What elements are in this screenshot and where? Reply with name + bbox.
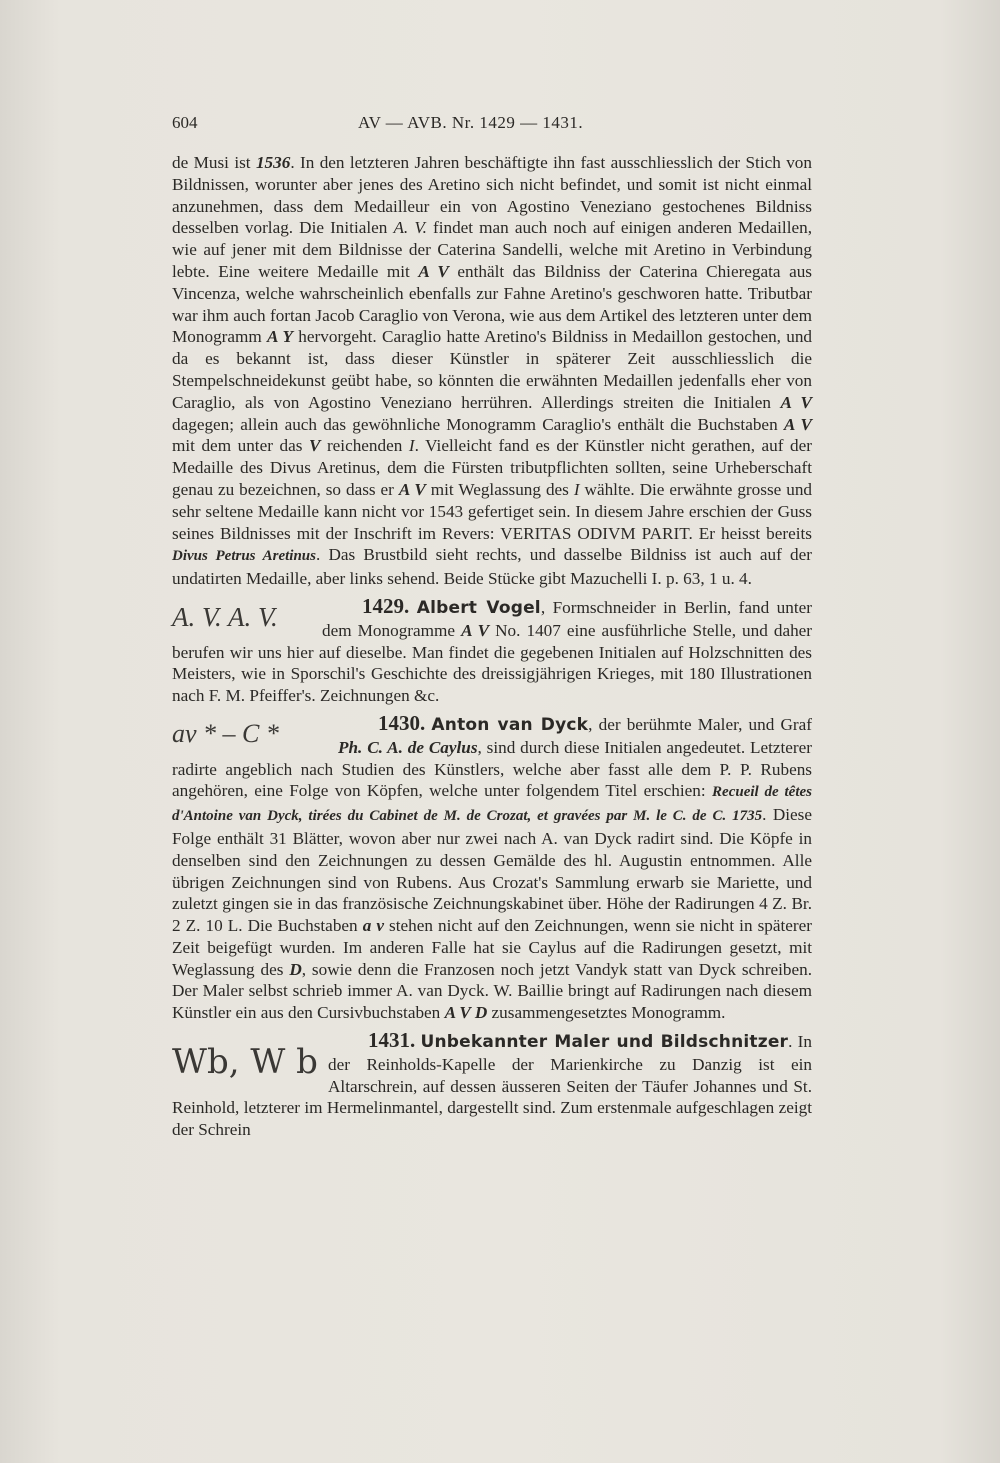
entry-1430: 1430. Anton van Dyck av * – C * , der berühmte Maler, und Graf Ph. C. A. de Caylus, sind durch diese Initialen angedeutet. Letzterer radirte angeblich nach Studien des Künstlers, welche aber fasst alle dem P. P. Rubens angehören, eine Folge von Köpfen, welche unter folgendem Titel erschien: Recueil de têtes d'Antoine van Dyck, tirées du Cabinet de M. de Crozat, et gravées par M. le C. de C. 1735. Diese Folge enthält 31 Blätter, wovon aber nur zwei nach A. van Dyck radirt sind. Die Köpfe in denselben sind den Zeichnungen zu dessen Gemälde des hl. Augustin entnommen. Alle übrigen Zeichnungen sind von Rubens. Aus Crozat's Sammlung erwarb sie Mariette, und zuletzt gingen sie in das französische Zeichnungskabinet über. Höhe der Radirungen 4 Z. Br. 2 Z. 10 L. Die Buchstaben a v stehen nicht auf den Zeichnungen, wenn sie nicht in späterer Zeit beigefügt wurden. Im anderen Falle hat sie Caylus auf die Radirungen gesetzt, mit Weglassung des D, sowie denn die Franzosen noch jetzt Vandyk statt van Dyck schreiben. Der Maler selbst schrieb immer A. van Dyck. W. Baillie bringt auf Radirungen nach diesem Künstler ein aus den Cursivbuchstaben A V D zusammengesetztes Monogramm. (172, 710, 813, 1023)
page-header (172, 112, 812, 152)
text-column (172, 112, 812, 1141)
entry-number: 1431. (368, 1028, 416, 1053)
entry-name: Anton van Dyck (431, 714, 589, 735)
monogram-1429: A. V. A. V. (172, 601, 278, 632)
intro-paragraph: de Musi ist 1536. In den letzteren Jahren beschäftigte ihn fast ausschliesslich der Stich von Bildnissen, worunter aber jenes des Aretino sich nicht befindet, und somit ist nicht einmal anzunehmen, dass dem Medailleur ein von Agostino Veneziano gestochenes Bildniss desselben vorlag. Die Initialen A. V. findet man auch noch auf einigen anderen Medaillen, wie auf jener mit dem Bildnisse der Caterina Sandelli, welche mit Aretino in Verbindung lebte. Eine weitere Medaille mit A V enthält das Bildniss der Caterina Chieregata aus Vincenza, welche wahrscheinlich ebenfalls zur Fahne Aretino's geschworen hatte. Tributbar war ihm auch fortan Jacob Caraglio von Verona, wie aus dem Artikel des letzteren unter dem Monogramm A Y hervorgeht. Caraglio hatte Aretino's Bildniss in Medaillon gestochen, und da es bekannt ist, dass dieser Künstler in späterer Zeit ausschliesslich die Stempelschneidekunst geübt habe, so könnten die erwähnten Medaillen jedenfalls eher von Caraglio, als von Agostino Veneziano herrühren. Allerdings streiten die Initialen A V dagegen; allein auch das gewöhnliche Monogramm Caraglio's enthält die Buchstaben A V mit dem unter das V reichenden I. Vielleicht fand es der Künstler nicht gerathen, auf der Medaille des Divus Aretinus, dem die Fürsten tributpflichten sollten, seine Urheberschaft genau zu bezeichnen, so dass er A V mit Weglassung des I wählte. Die erwähnte grosse und sehr seltene Medaille kann nicht vor 1543 gefertiget sein. In diesem Jahre erschien der Guss seines Bildnisses mit der Inschrift im Revers: VERITAS ODIVM PARIT. Er heisst bereits Divus Petrus Aretinus. Das Brustbild sieht rechts, und dasselbe Bildniss ist auch auf der undatirten Medaille, aber links sehend. Beide Stücke gibt Mazuchelli I. p. 63, 1 u. 4. (172, 153, 813, 589)
page-number: 604 (172, 113, 198, 132)
running-head: AV — AVB. Nr. 1429 — 1431. (358, 113, 584, 132)
entry-number: 1429. (362, 593, 410, 618)
entry-1429: 1429. Albert Vogel A. V. A. V. , Formschneider in Berlin, fand unter dem Monogramme A V No. 1407 eine ausführliche Stelle, und daher berufen wir uns hier auf dieselbe. Man findet die gegebenen Initialen auf Holzschnitten des Meisters, wie in Sporschil's Geschichte des dreissigjährigen Krieges, mit 180 Illustrationen nach F. M. Pfeiffer's. Zeichnungen &c. (172, 593, 813, 706)
entry-name: Unbekannter Maler und Bildschnitzer (420, 1032, 789, 1053)
monogram-1431: Wb, W b (172, 1042, 318, 1083)
monogram-1430: av * – C * (172, 718, 279, 748)
entry-number: 1430. (378, 710, 426, 735)
entry-name: Albert Vogel (416, 597, 541, 618)
entry-1431: 1431. Unbekannter Maler und Bildschnitzer Wb, W b . In der Reinholds-Kapelle der Marienkirche zu Danzig ist ein Altarschrein, auf dessen äusseren Seiten der Täufer Johannes und St. Reinhold, letzterer im Hermelinmantel, dargestellt sind. Zum erstenmale aufgeschlagen zeigt der Schrein (172, 1028, 812, 1140)
